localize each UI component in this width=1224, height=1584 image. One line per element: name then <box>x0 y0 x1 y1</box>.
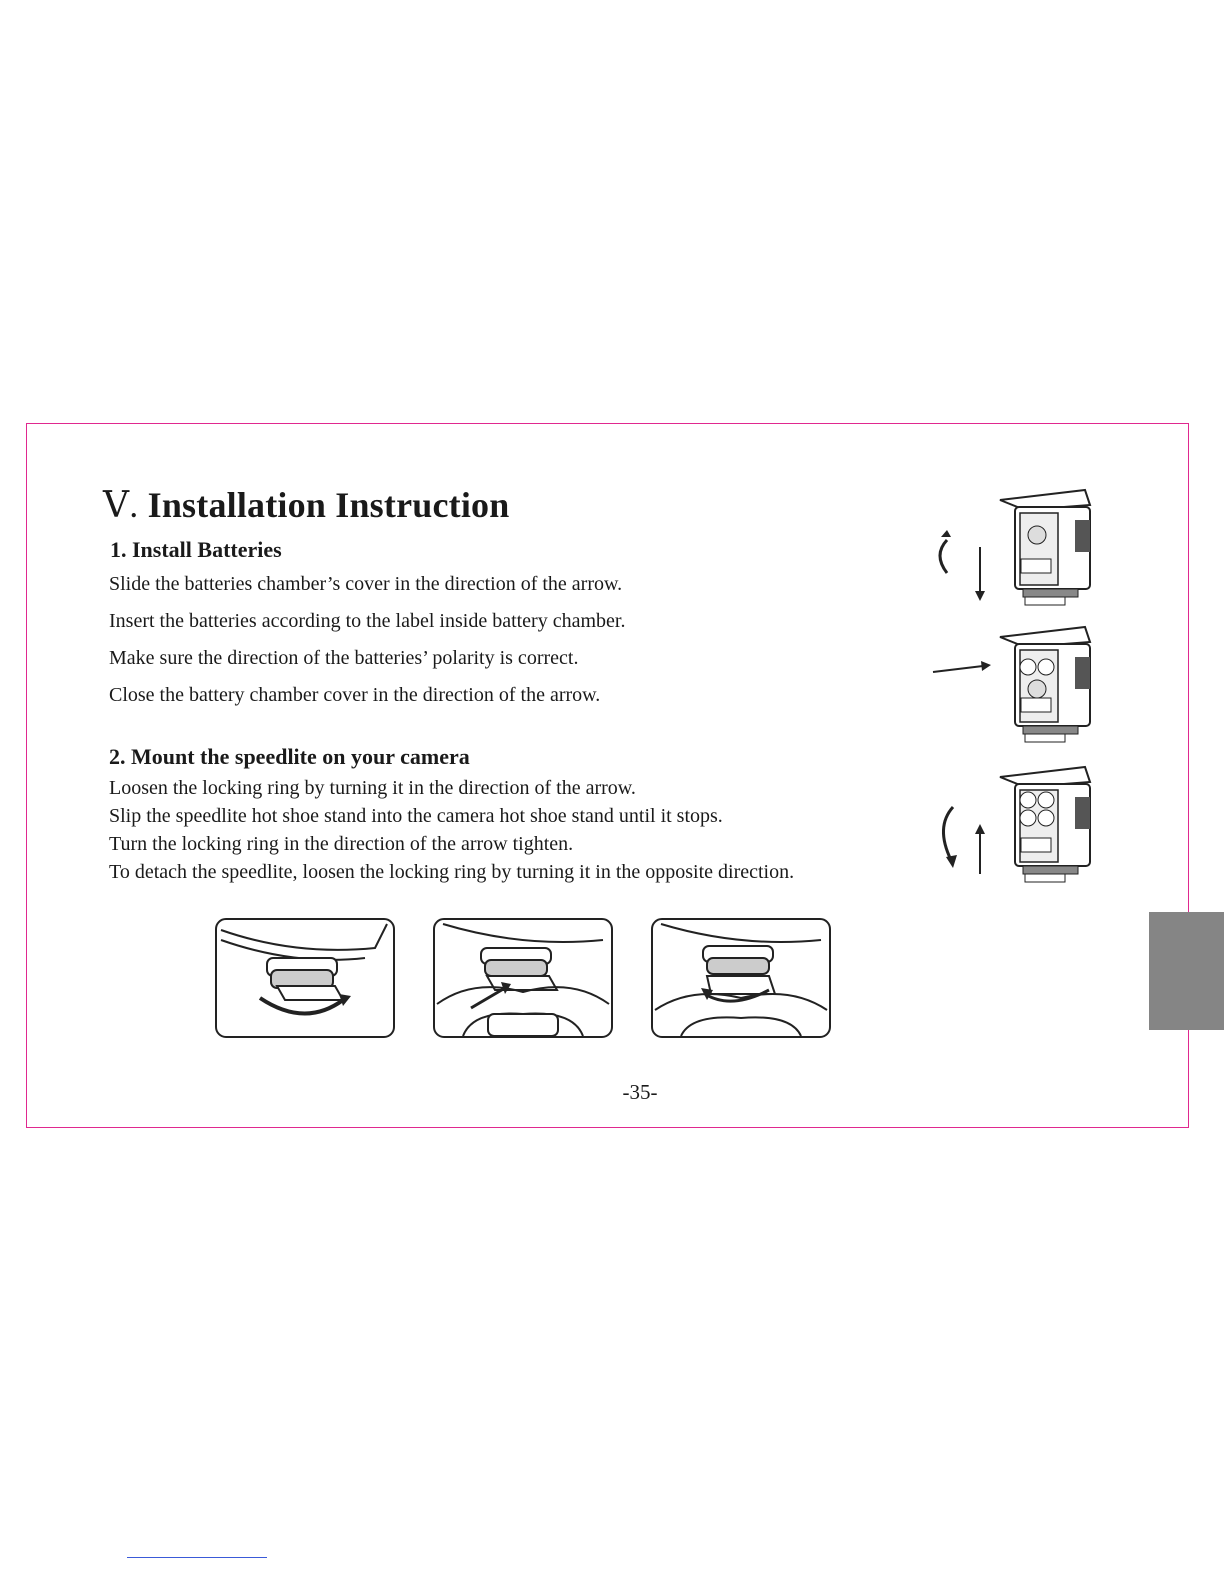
hotshoe-loosen-illustration <box>215 918 395 1038</box>
battery-step-3: Make sure the direction of the batteries’ polarity is correct. <box>109 647 579 669</box>
chapter-side-tab <box>1149 912 1224 1030</box>
footer-rule <box>127 1557 267 1558</box>
section-title <box>103 484 509 526</box>
section-numeral: Ⅴ. <box>103 485 139 525</box>
flash-battery-close-illustration <box>925 762 1100 897</box>
flash-battery-open-illustration <box>925 485 1100 615</box>
battery-step-2: Insert the batteries according to the label inside battery chamber. <box>109 610 626 632</box>
battery-step-1: Slide the batteries chamber’s cover in the direction of the arrow. <box>109 573 623 595</box>
mount-speedlite-heading: 2. Mount the speedlite on your camera <box>109 744 470 769</box>
mount-step-2: Slip the speedlite hot shoe stand into the camera hot shoe stand until it stops. <box>109 805 723 827</box>
battery-step-4: Close the battery chamber cover in the direction of the arrow. <box>109 684 601 706</box>
mount-step-3: Turn the locking ring in the direction of the arrow tighten. <box>109 833 574 855</box>
page-number: -35- <box>622 1080 658 1104</box>
flash-battery-insert-illustration <box>925 622 1100 752</box>
install-batteries-heading: 1. Install Batteries <box>110 537 282 562</box>
mount-step-4: To detach the speedlite, loosen the locking ring by turning it in the opposite direction. <box>109 861 795 883</box>
section-title-text: Installation Instruction <box>147 485 510 525</box>
hotshoe-tighten-illustration <box>651 918 831 1038</box>
hotshoe-slip-illustration <box>433 918 613 1038</box>
mount-step-1: Loosen the locking ring by turning it in the direction of the arrow. <box>109 777 636 799</box>
